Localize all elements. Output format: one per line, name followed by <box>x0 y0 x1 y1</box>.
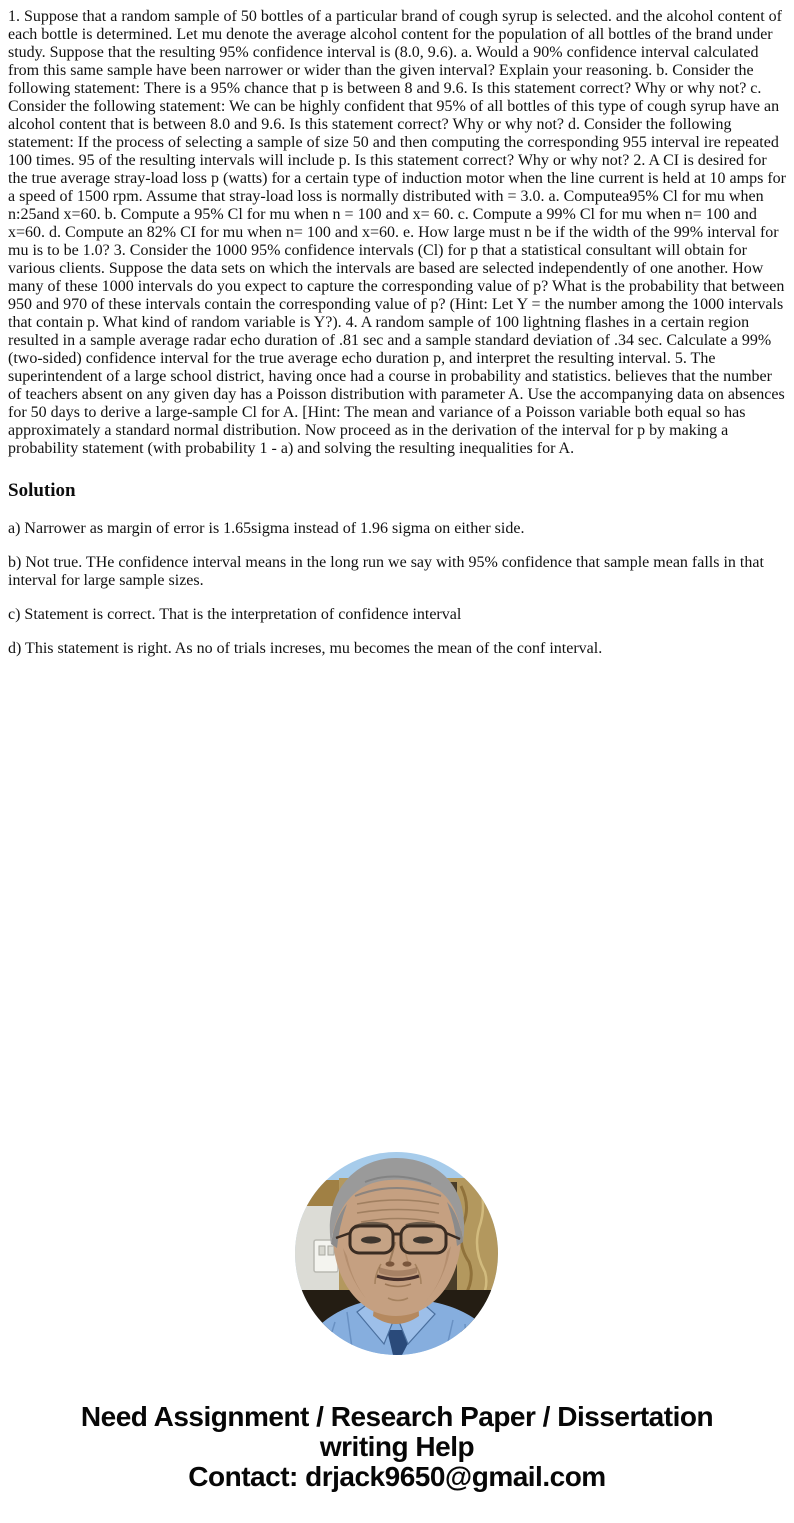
solution-item-a: a) Narrower as margin of error is 1.65sigma instead of 1.96 sigma on either side. <box>8 520 525 537</box>
footer-line-1: Need Assignment / Research Paper / Dissertation <box>80 1401 714 1432</box>
solution-item-d: d) This statement is right. As no of trials increses, mu becomes the mean of the conf interval. <box>8 640 603 657</box>
man-portrait-image <box>295 1152 498 1355</box>
photo-nostril-left <box>386 1261 395 1266</box>
solution-item-b: b) Not true. THe confidence interval means in the long run we say with 95% confidence that sample mean falls in that interval for large sample sizes. <box>8 554 764 589</box>
footer-ad <box>0 1402 794 1492</box>
footer-contact-email: Contact: drjack9650@gmail.com <box>188 1461 606 1492</box>
solution-item-c: c) Statement is correct. That is the interpretation of confidence interval <box>8 606 462 623</box>
author-photo <box>295 1152 498 1355</box>
footer-line-2: writing Help <box>319 1431 475 1462</box>
photo-nostril-right <box>403 1261 412 1266</box>
document-body <box>8 8 786 674</box>
solution-heading: Solution <box>8 480 76 501</box>
problem-text: 1. Suppose that a random sample of 50 bottles of a particular brand of cough syrup is selected. and the alcohol content of each bottle is determined. Let mu denote the average alcohol content for the population of all bottles of the brand under study. Suppose that the resulting 95% confidence interval is (8.0, 9.6). a. Would a 90% confidence interval calculated from this same sample have been narrower or wider than the given interval? Explain your reasoning. b. Consider the following statement: There is a 95% chance that p is between 8 and 9.6. Is this statement correct? Why or why not? c. Consider the following statement: We can be highly confident that 95% of all bottles of this type of cough syrup have an alcohol content that is between 8.0 and 9.6. Is this statement correct? Why or why not? d. Consider the following statement: If the process of selecting a sample of size 50 and then computing the corresponding 955 interval ire repeated 100 times. 95 of the resulting intervals will include p. Is this statement correct? Why or why not? 2. A CI is desired for the true average stray-load loss p (watts) for a certain type of induction motor when the line current is held at 10 amps for a speed of 1500 rpm. Assume that stray-load loss is normally distributed with = 3.0. a. Computea95% Cl for mu when n:25and x=60. b. Compute a 95% Cl for mu when n = 100 and x= 60. c. Compute a 99% Cl for mu when n= 100 and x=60. d. Compute an 82% CI for mu when n= 100 and x=60. e. How large must n be if the width of the 99% interval for mu is to be 1.0? 3. Consider the 1000 95% confidence intervals (Cl) for p that a statistical consultant will obtain for various clients. Suppose the data sets on which the intervals are based are selected independently of one another. How many of these 1000 intervals do you expect to capture the corresponding value of p? What is the probability that between 950 and 970 of these intervals contain the corresponding value of p? (Hint: Let Y = the number among the 1000 intervals that contain p. What kind of random variable is Y?). 4. A random sample of 100 lightning flashes in a certain region resulted in a sample average radar echo duration of .81 sec and a sample standard deviation of .34 sec. Calculate a 99% (two-sided) confidence interval for the true average echo duration p, and interpret the resulting interval. 5. The superintendent of a large school district, having once had a course in probability and statistics. believes that the number of teachers absent on any given day has a Poisson distribution with parameter A. Use the accompanying data on absences for 50 days to derive a large-sample Cl for A. [Hint: The mean and variance of a Poisson variable both equal so has approximately a standard normal distribution. Now proceed as in the derivation of the interval for p by making a probability statement (with probability 1 - a) and solving the resulting inequalities for A. <box>8 8 786 457</box>
